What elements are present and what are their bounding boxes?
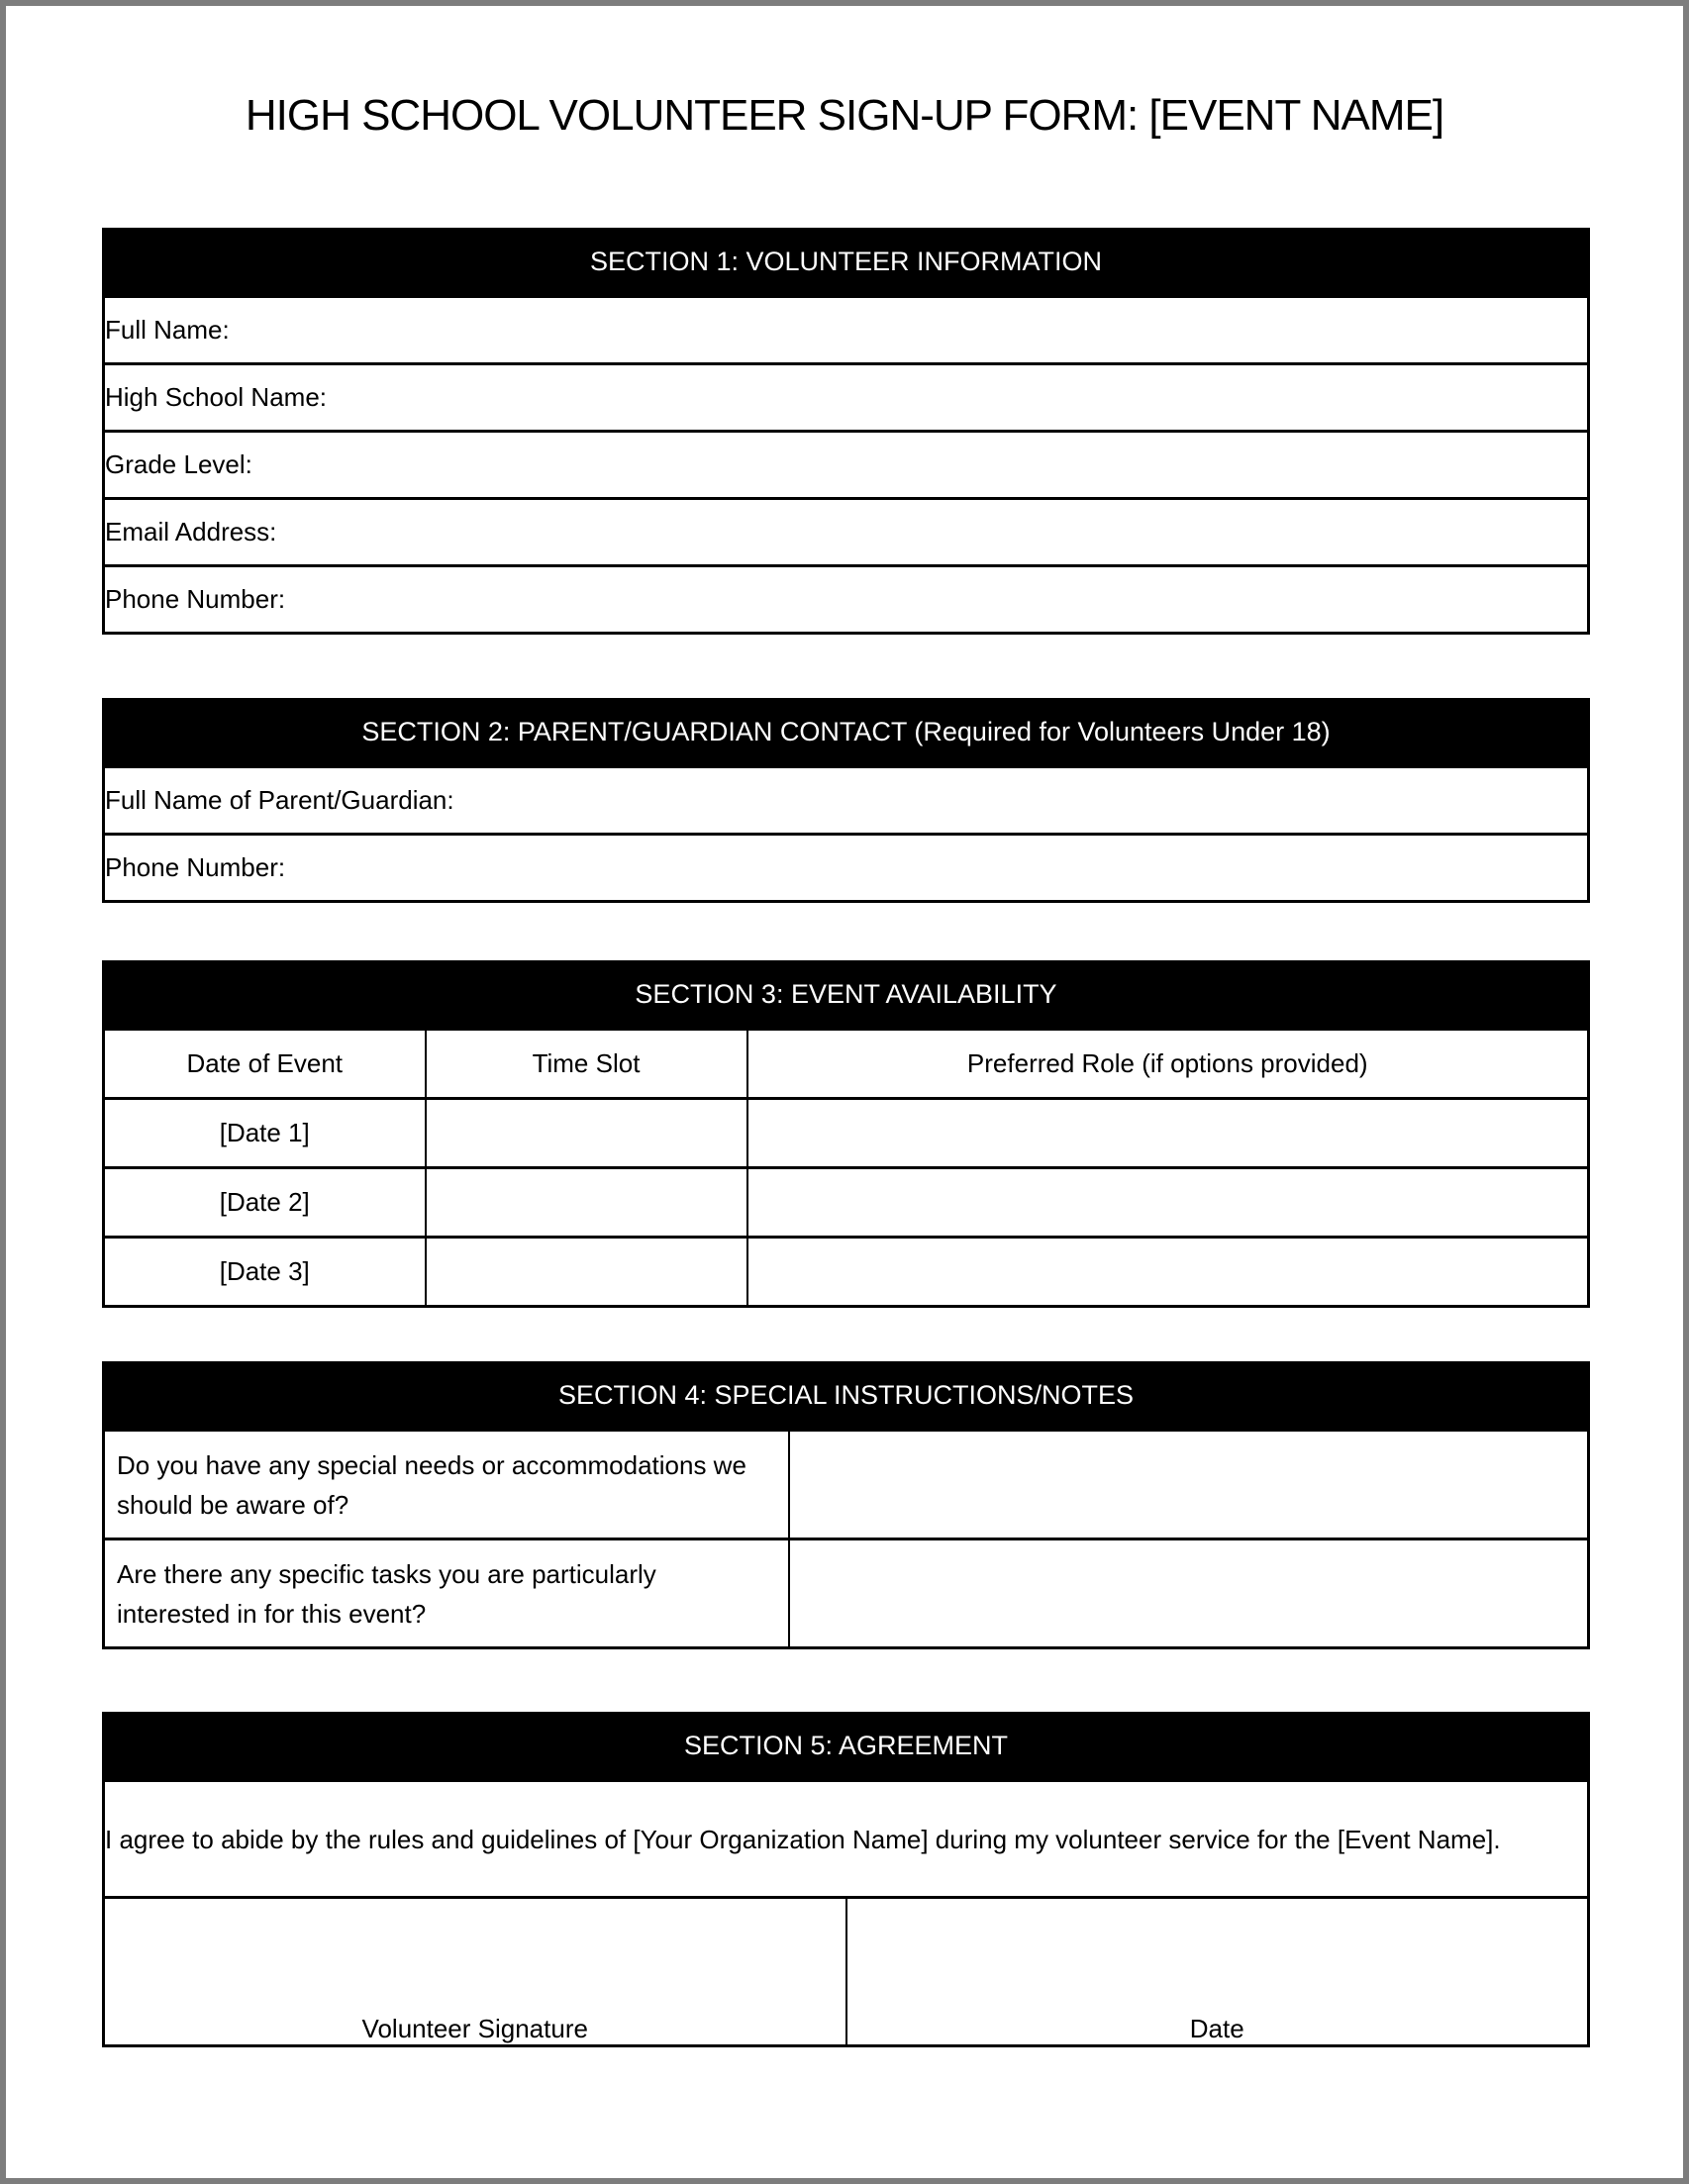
preferred-role-cell-1[interactable]	[747, 1099, 1589, 1168]
parent-guardian-name-field[interactable]	[104, 767, 1589, 835]
section-1-table	[102, 295, 1590, 635]
email-address-label: Email Address:	[105, 517, 277, 546]
parent-guardian-name-label: Full Name of Parent/Guardian:	[105, 785, 454, 815]
preferred-role-cell-2[interactable]	[747, 1168, 1589, 1238]
section-3-table	[102, 1028, 1590, 1308]
date-2-cell[interactable]: [Date 2]	[104, 1168, 426, 1238]
column-header-date-of-event: Date of Event	[104, 1030, 426, 1099]
date-3-cell[interactable]: [Date 3]	[104, 1238, 426, 1307]
page-title: HIGH SCHOOL VOLUNTEER SIGN-UP FORM: [EVENT NAME]	[245, 91, 1444, 140]
section-5-agreement	[102, 1712, 1590, 2047]
date-box[interactable]	[846, 1898, 1589, 2046]
high-school-name-label: High School Name:	[105, 382, 327, 412]
time-slot-cell-2[interactable]	[426, 1168, 747, 1238]
preferred-role-cell-3[interactable]	[747, 1238, 1589, 1307]
high-school-name-field[interactable]	[104, 364, 1589, 432]
column-header-time-slot: Time Slot	[426, 1030, 747, 1099]
special-needs-question: Do you have any special needs or accommodations we should be aware of?	[104, 1431, 789, 1539]
email-address-field[interactable]	[104, 499, 1589, 566]
special-needs-answer-cell[interactable]	[789, 1431, 1589, 1539]
section-2-header: SECTION 2: PARENT/GUARDIAN CONTACT (Required for Volunteers Under 18)	[102, 698, 1590, 765]
section-5-header: SECTION 5: AGREEMENT	[102, 1712, 1590, 1779]
agreement-text: I agree to abide by the rules and guidelines of [Your Organization Name] during my volunteer service for the [Event Name].	[104, 1781, 1589, 1898]
section-1-volunteer-information	[102, 228, 1590, 635]
phone-number-label: Phone Number:	[105, 584, 286, 614]
volunteer-signature-label: Volunteer Signature	[361, 2014, 588, 2043]
parent-guardian-phone-label: Phone Number:	[105, 852, 286, 882]
section-3-header: SECTION 3: EVENT AVAILABILITY	[102, 960, 1590, 1028]
section-5-table	[102, 1779, 1590, 2047]
phone-number-field[interactable]	[104, 566, 1589, 634]
section-4-table	[102, 1429, 1590, 1649]
date-1-cell[interactable]: [Date 1]	[104, 1099, 426, 1168]
section-2-table	[102, 765, 1590, 903]
date-label: Date	[1189, 2014, 1244, 2043]
specific-tasks-question: Are there any specific tasks you are particularly interested in for this event?	[104, 1539, 789, 1648]
grade-level-label: Grade Level:	[105, 449, 252, 479]
full-name-label: Full Name:	[105, 315, 230, 345]
full-name-field[interactable]	[104, 297, 1589, 364]
section-4-header: SECTION 4: SPECIAL INSTRUCTIONS/NOTES	[102, 1361, 1590, 1429]
parent-guardian-phone-field[interactable]	[104, 835, 1589, 902]
section-1-header: SECTION 1: VOLUNTEER INFORMATION	[102, 228, 1590, 295]
column-header-preferred-role: Preferred Role (if options provided)	[747, 1030, 1589, 1099]
volunteer-signature-box[interactable]	[104, 1898, 846, 2046]
section-2-parent-guardian-contact	[102, 698, 1590, 903]
time-slot-cell-1[interactable]	[426, 1099, 747, 1168]
section-3-event-availability	[102, 960, 1590, 1308]
time-slot-cell-3[interactable]	[426, 1238, 747, 1307]
section-4-special-instructions	[102, 1361, 1590, 1649]
specific-tasks-answer-cell[interactable]	[789, 1539, 1589, 1648]
grade-level-field[interactable]	[104, 432, 1589, 499]
